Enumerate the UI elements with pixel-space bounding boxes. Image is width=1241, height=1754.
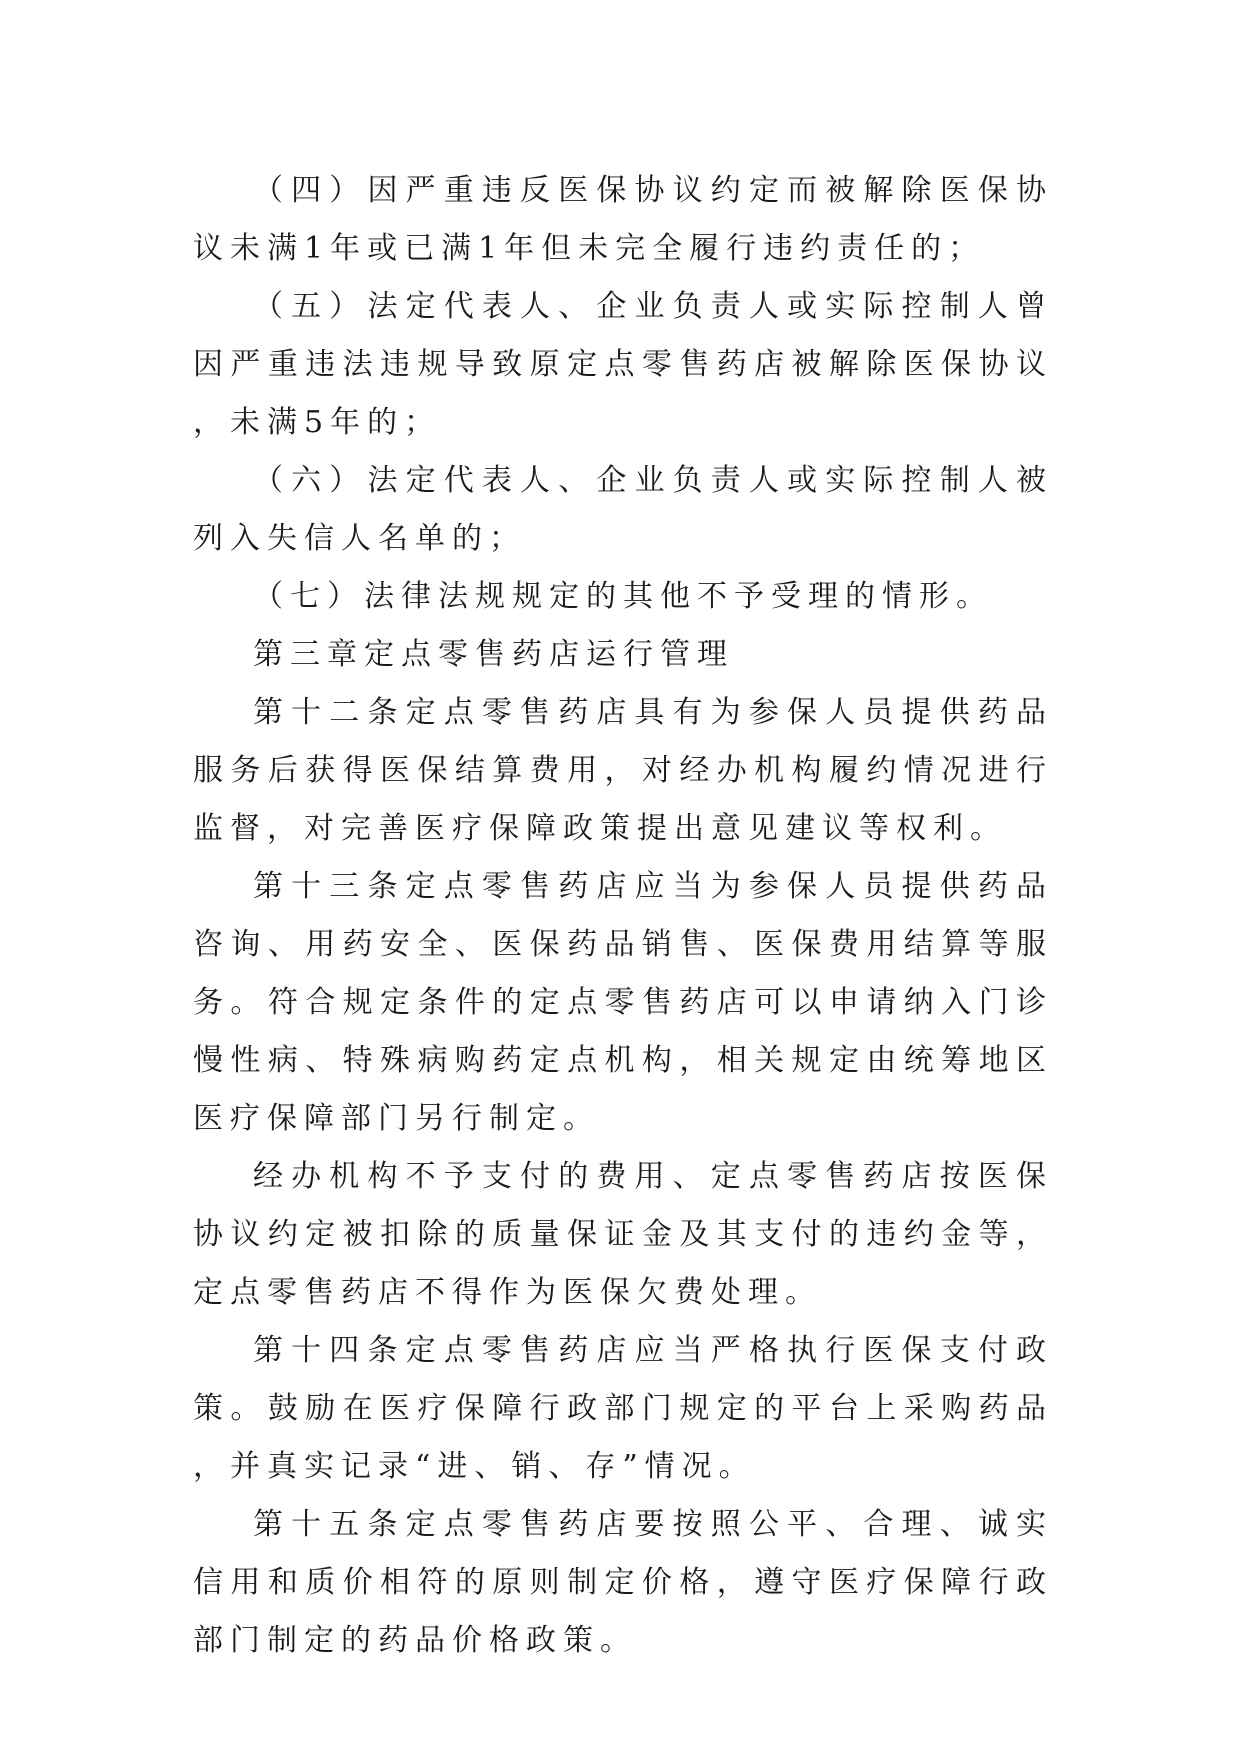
article-15: 第十五条定点零售药店要按照公平、合理、诚实信用和质价相符的原则制定价格，遵守医疗保障行政部门制定的药品价格政策。	[193, 1507, 1053, 1658]
clause-7: （七）法律法规规定的其他不予受理的情形。	[253, 579, 993, 614]
chapter-3-heading: 第三章定点零售药店运行管理	[253, 637, 734, 672]
article-13: 第十三条定点零售药店应当为参保人员提供药品咨询、用药安全、医保药品销售、医保费用结算等服务。符合规定条件的定点零售药店可以申请纳入门诊慢性病、特殊病购药定点机构，相关规定由统筹地区医疗保障部门另行制定。	[193, 869, 1053, 1136]
clause-4: （四）因严重违反医保协议约定而被解除医保协议未满1年或已满1年但未完全履行违约责任的；	[193, 173, 1053, 266]
article-12: 第十二条定点零售药店具有为参保人员提供药品服务后获得医保结算费用，对经办机构履约情况进行监督，对完善医疗保障政策提出意见建议等权利。	[193, 695, 1053, 846]
article-14: 第十四条定点零售药店应当严格执行医保支付政策。鼓励在医疗保障行政部门规定的平台上采购药品，并真实记录“进、销、存”情况。	[193, 1333, 1053, 1484]
clause-6: （六）法定代表人、企业负责人或实际控制人被列入失信人名单的；	[193, 463, 1053, 556]
clause-5: （五）法定代表人、企业负责人或实际控制人曾因严重违法违规导致原定点零售药店被解除医保协议，未满5年的；	[193, 289, 1053, 440]
article-13-continued: 经办机构不予支付的费用、定点零售药店按医保协议约定被扣除的质量保证金及其支付的违约金等，定点零售药店不得作为医保欠费处理。	[193, 1159, 1053, 1310]
document-body	[193, 162, 1053, 1670]
